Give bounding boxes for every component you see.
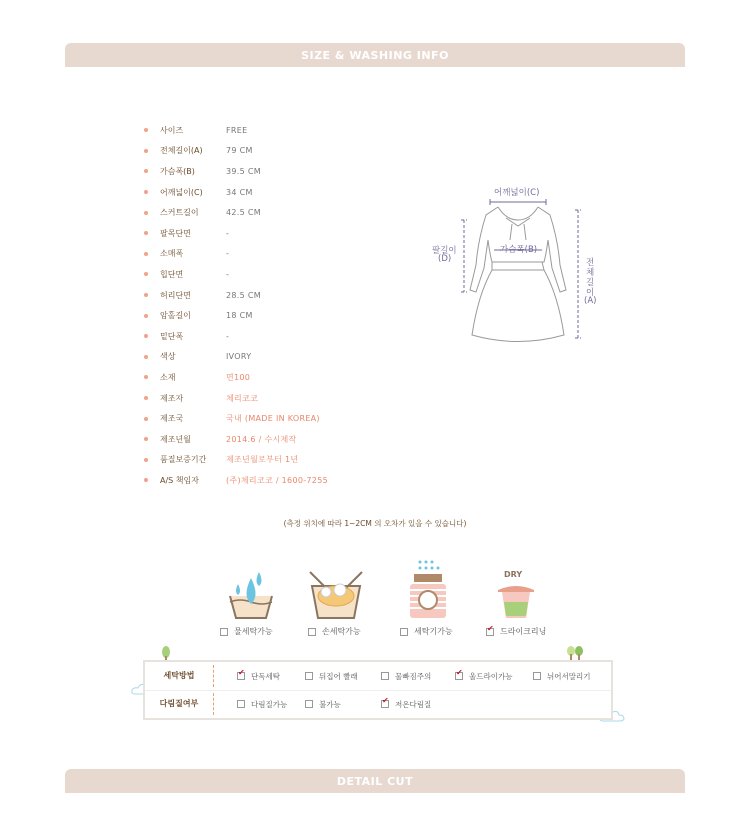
bullet-icon: [144, 211, 148, 215]
bullet-icon: [144, 252, 148, 256]
washing-machine-icon: [406, 560, 450, 620]
spec-label: 품질보증기간: [160, 455, 207, 465]
spec-row: [144, 202, 404, 223]
spec-row: [144, 450, 404, 471]
wash-option: [220, 562, 300, 642]
spec-value: 34 CM: [226, 187, 253, 197]
wash-icons: [220, 562, 550, 642]
hand-wash-icon: [308, 570, 364, 620]
measurement-note: (측정 위치에 따라 1~2CM 의 오차가 있을 수 있습니다): [283, 519, 467, 528]
bullet-icon: [144, 169, 148, 173]
checkbox-icon[interactable]: [533, 672, 541, 680]
spec-row: [144, 264, 404, 285]
spec-value: 제조년월로부터 1년: [226, 455, 299, 465]
table-row: [145, 690, 611, 718]
spec-value: 체리코코: [226, 393, 259, 403]
spec-label: 소재: [160, 372, 176, 382]
wash-caption: [400, 626, 490, 637]
checkbox-icon[interactable]: [220, 628, 228, 636]
wash-option: [308, 562, 388, 642]
spec-value: 39.5 CM: [226, 166, 261, 176]
total-length-label: 길: [586, 278, 595, 288]
wash-label: 드라이크리닝: [500, 627, 547, 636]
option-label: 물빠짐주의: [395, 671, 432, 681]
spec-label: 가슴폭(B): [160, 166, 195, 176]
spec-label: 소매폭: [160, 249, 184, 259]
checkbox-icon[interactable]: [381, 700, 389, 708]
spec-row: [144, 141, 404, 162]
bullet-icon: [144, 437, 148, 441]
section-title: DETAIL CUT: [336, 774, 414, 788]
checkbox-icon[interactable]: [237, 700, 245, 708]
spec-value: -: [226, 331, 230, 341]
row-header: 다림질여부: [145, 693, 214, 715]
spec-label: 제조자: [160, 393, 184, 403]
tree-icon: [566, 646, 584, 660]
wash-caption: [308, 626, 398, 637]
spec-value: 28.5 CM: [226, 290, 261, 300]
spec-list: [144, 120, 404, 491]
wash-option: [486, 562, 566, 642]
spec-label: 밑단폭: [160, 331, 184, 341]
washing-method-table: [143, 660, 613, 720]
spec-row: [144, 429, 404, 450]
bullet-icon: [144, 478, 148, 482]
wash-caption: [486, 626, 576, 637]
spec-row: [144, 161, 404, 182]
option-label: 단독세탁: [251, 671, 280, 681]
spec-value: FREE: [226, 125, 248, 135]
spec-label: 힙단면: [160, 269, 184, 279]
spec-label: A/S 책임자: [160, 475, 199, 485]
wash-method-option: [455, 671, 512, 682]
spec-label: 색상: [160, 352, 176, 362]
spec-label: 제조국: [160, 414, 184, 424]
sleeve-label: 팔길이: [432, 246, 457, 256]
wash-label: 물세탁가능: [234, 627, 273, 636]
bullet-icon: [144, 128, 148, 132]
bullet-icon: [144, 334, 148, 338]
spec-value: -: [226, 249, 230, 259]
spec-label: 팔목단면: [160, 228, 191, 238]
bullet-icon: [144, 375, 148, 379]
checkbox-icon[interactable]: [308, 628, 316, 636]
bullet-icon: [144, 272, 148, 276]
spec-row: [144, 182, 404, 203]
section-header: [65, 43, 685, 67]
spec-row: [144, 470, 404, 491]
ironing-option: [305, 699, 341, 710]
option-label: 다림질가능: [251, 699, 288, 709]
spec-row: [144, 244, 404, 265]
spec-row: [144, 223, 404, 244]
spec-value: 면100: [226, 372, 251, 382]
wash-option: [400, 562, 480, 642]
checkbox-icon[interactable]: [486, 628, 494, 636]
section-header: [65, 769, 685, 793]
dry-clean-icon: [496, 580, 536, 620]
checkbox-icon[interactable]: [305, 700, 313, 708]
option-label: 뒤집어 빨래: [319, 671, 358, 681]
option-label: 불가능: [319, 699, 341, 709]
sleeve-label-code: (D): [438, 254, 452, 264]
option-label: 울드라이가능: [469, 671, 513, 681]
ironing-option: [237, 699, 287, 710]
spec-label: 허리단면: [160, 290, 191, 300]
bullet-icon: [144, 396, 148, 400]
wash-label: 세탁기가능: [414, 627, 453, 636]
bullet-icon: [144, 231, 148, 235]
spec-row: [144, 388, 404, 409]
bullet-icon: [144, 190, 148, 194]
wash-method-option: [533, 671, 590, 682]
checkbox-icon[interactable]: [455, 672, 463, 680]
shoulder-label: 어깨넓이(C): [494, 188, 540, 198]
spec-value: 42.5 CM: [226, 208, 261, 218]
table-row: [145, 662, 611, 691]
spec-value: -: [226, 269, 230, 279]
bullet-icon: [144, 458, 148, 462]
wash-method-option: [237, 671, 280, 682]
total-length-label: 이: [586, 288, 595, 298]
wash-label: 손세탁가능: [322, 627, 361, 636]
total-length-label-code: (A): [584, 296, 597, 306]
bullet-icon: [144, 293, 148, 297]
spec-row: [144, 326, 404, 347]
option-label: 저온다림질: [395, 699, 432, 709]
dry-badge: DRY: [504, 570, 523, 579]
spec-value: 국내 (MADE IN KOREA): [226, 414, 320, 424]
spec-row: [144, 305, 404, 326]
checkbox-icon[interactable]: [400, 628, 408, 636]
spec-value: 2014.6 / 수시제작: [226, 434, 297, 444]
total-length-label: 체: [586, 268, 595, 278]
wash-method-option: [305, 671, 358, 682]
spec-row: [144, 120, 404, 141]
spec-row: [144, 285, 404, 306]
bullet-icon: [144, 417, 148, 421]
dress-outline-icon: [426, 180, 606, 350]
spec-label: 제조년월: [160, 434, 191, 444]
spec-label: 암홀길이: [160, 311, 191, 321]
spec-row: [144, 408, 404, 429]
option-label: 뉘어서말리기: [547, 671, 591, 681]
spec-row: [144, 347, 404, 368]
row-header: 세탁방법: [145, 665, 214, 687]
water-wash-icon: [226, 570, 276, 620]
ironing-option: [381, 699, 431, 710]
spec-label: 사이즈: [160, 125, 184, 135]
spec-label: 어깨넓이(C): [160, 187, 203, 197]
spec-row: [144, 367, 404, 388]
bullet-icon: [144, 314, 148, 318]
spec-value: -: [226, 228, 230, 238]
checkbox-icon[interactable]: [237, 672, 245, 680]
spec-label: 전체길이(A): [160, 146, 203, 156]
spec-value: IVORY: [226, 352, 252, 362]
spec-value: 79 CM: [226, 146, 253, 156]
spec-value: 18 CM: [226, 311, 253, 321]
bullet-icon: [144, 149, 148, 153]
dress-measurement-diagram: [426, 180, 606, 350]
spec-value: (주)체리코코 / 1600-7255: [226, 475, 328, 485]
section-title: SIZE & WASHING INFO: [301, 48, 449, 62]
spec-label: 스커트길이: [160, 208, 199, 218]
total-length-label: 전: [586, 258, 595, 268]
wash-method-option: [381, 671, 431, 682]
chest-label: 가슴폭(B): [500, 245, 538, 255]
wash-caption: [220, 626, 310, 637]
checkbox-icon[interactable]: [381, 672, 389, 680]
checkbox-icon[interactable]: [305, 672, 313, 680]
bullet-icon: [144, 355, 148, 359]
